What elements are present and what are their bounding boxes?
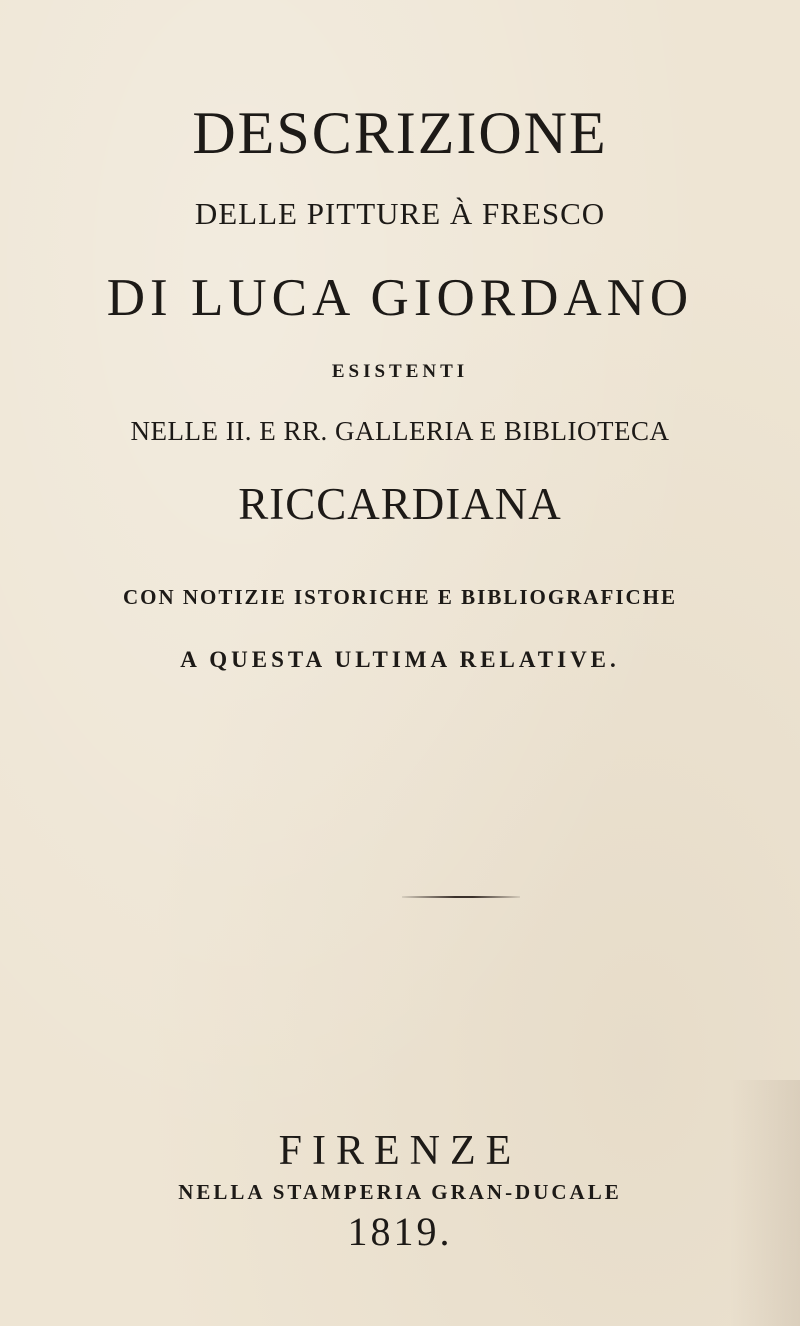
library-name: RICCARDIANA bbox=[238, 479, 562, 529]
year: 1819. bbox=[347, 1209, 453, 1254]
existing-label: ESISTENTI bbox=[331, 361, 469, 382]
artist-line: DI LUCA GIORDANO bbox=[106, 269, 694, 327]
subtitle: DELLE PITTURE À FRESCO bbox=[194, 196, 606, 231]
notes-line-1: CON NOTIZIE ISTORICHE E BIBLIOGRAFICHE bbox=[122, 585, 678, 609]
page-edge-shadow bbox=[730, 1080, 800, 1326]
main-title: DESCRIZIONE bbox=[192, 100, 608, 166]
decorative-rule bbox=[402, 896, 520, 898]
location-line: NELLE II. E RR. GALLERIA E BIBLIOTECA bbox=[130, 416, 670, 446]
city: FIRENZE bbox=[278, 1128, 522, 1174]
notes-line-2: A QUESTA ULTIMA RELATIVE. bbox=[180, 647, 620, 672]
printer-line: NELLA STAMPERIA GRAN-DUCALE bbox=[178, 1180, 622, 1204]
